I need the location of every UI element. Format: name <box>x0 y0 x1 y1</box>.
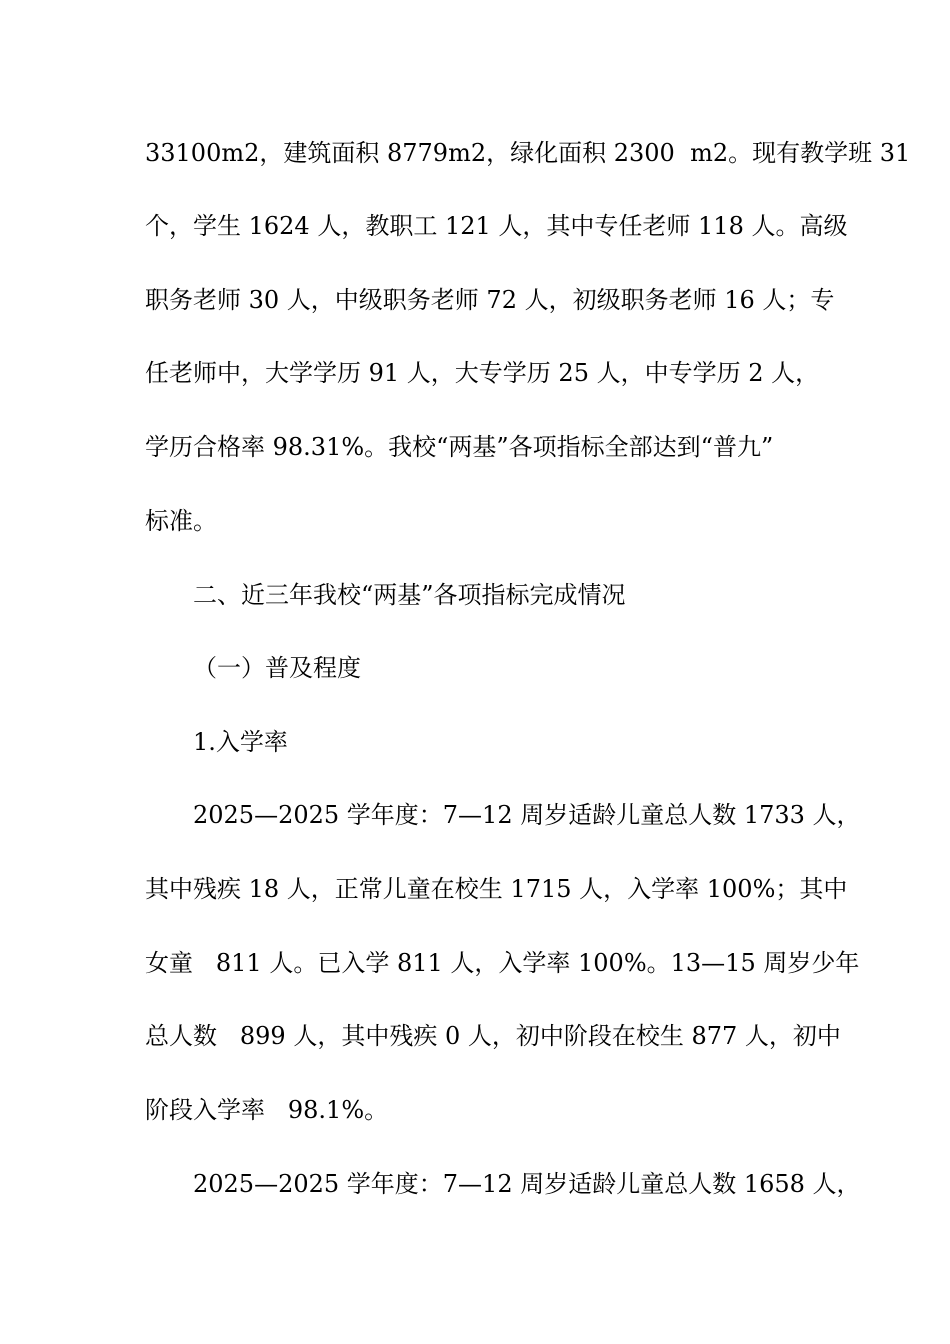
paragraph-line: 标准。 <box>145 507 217 535</box>
paragraph-line: 学历合格率 98.31%。我校“两基”各项指标全部达到“普九” <box>145 433 774 461</box>
paragraph-line: 女童 811 人。已入学 811 人，入学率 100%。13—15 周岁少年 <box>145 949 860 977</box>
paragraph-line: 2025—2025 学年度：7—12 周岁适龄儿童总人数 1658 人， <box>193 1170 861 1198</box>
item-heading: 1.入学率 <box>193 728 288 756</box>
paragraph-line: 2025—2025 学年度：7—12 周岁适龄儿童总人数 1733 人， <box>193 801 861 829</box>
paragraph-line: 个，学生 1624 人，教职工 121 人，其中专任老师 118 人。高级 <box>145 212 848 240</box>
subsection-heading: （一）普及程度 <box>193 654 361 682</box>
paragraph-line: 其中残疾 18 人，正常儿童在校生 1715 人，入学率 100%；其中 <box>145 875 848 903</box>
paragraph-line: 任老师中，大学学历 91 人，大专学历 25 人，中专学历 2 人， <box>145 359 820 387</box>
section-heading: 二、近三年我校“两基”各项指标完成情况 <box>193 581 626 609</box>
paragraph-line: 阶段入学率 98.1%。 <box>145 1096 389 1124</box>
paragraph-line: 33100m2，建筑面积 8779m2，绿化面积 2300 m2。现有教学班 31 <box>145 139 911 167</box>
paragraph-line: 总人数 899 人，其中残疾 0 人，初中阶段在校生 877 人，初中 <box>145 1022 841 1050</box>
paragraph-line: 职务老师 30 人，中级职务老师 72 人，初级职务老师 16 人；专 <box>145 286 835 314</box>
